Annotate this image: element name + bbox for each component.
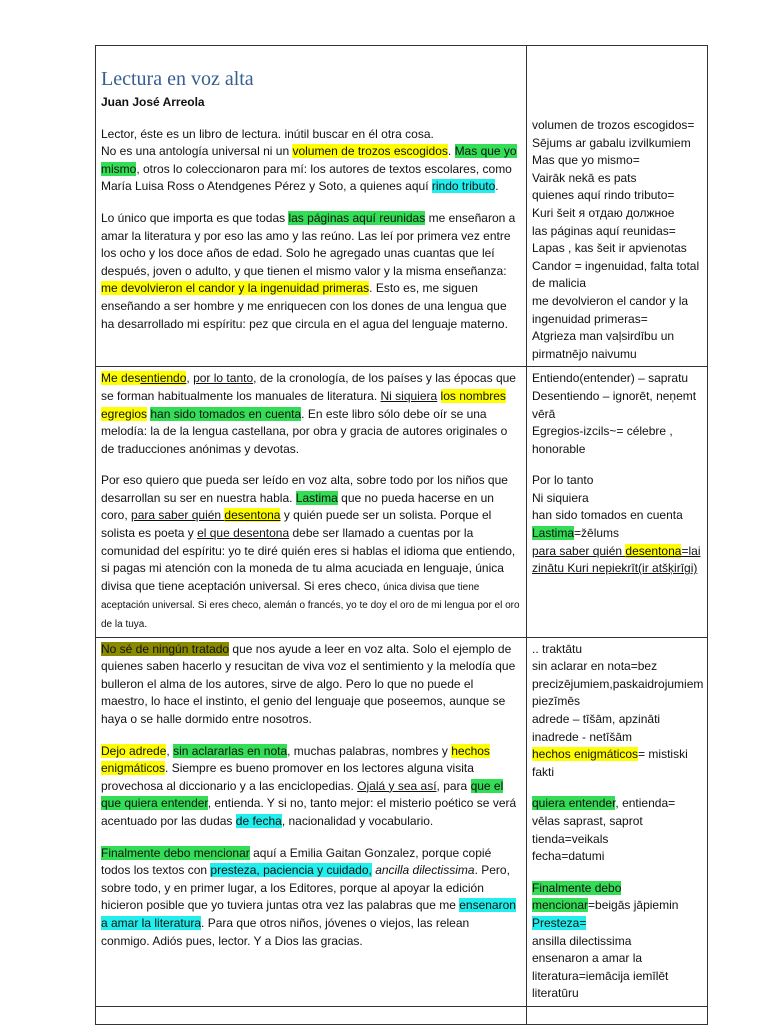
highlight: Me des bbox=[101, 371, 141, 386]
document-title: Lectura en voz alta bbox=[101, 68, 254, 90]
paragraph: Dejo adrede, sin aclararlas en nota, muchas palabras, nombres y hechos enigmáticos. Siempre es bueno promover en los lectores alguna visita provechosa al diccionario y a las enciclopedias. Ojalá y sea así, para que el que quiera entender, entienda. Y si no, tanto mejor: el misterio poético se verá acentuado por las dudas de fecha, nacionalidad y vocabulario. bbox=[101, 743, 517, 828]
note-line: quienes aquí rindo tributo= bbox=[532, 188, 675, 203]
paragraph: Lector, éste es un libro de lectura. inútil buscar en él otra cosa. No es una antología universal ni un volumen de trozos escogidos. Mas que yo mismo, otros lo coleccionaron para mí: los autores de textos escolares, como María Luisa Ross o Atendgenes Pérez y Soto, a quienes aquí rindo tributo. bbox=[101, 126, 517, 194]
note-line: hechos enigmáticos= mistiski fakti bbox=[532, 747, 688, 779]
note-line: Entiendo(entender) – sapratu bbox=[532, 371, 689, 386]
paragraph: No sé de ningún tratado que nos ayude a leer en voz alta. Solo el ejemplo de quienes saben hacerlo y resucitan de viva voz el sentimiento y la melodía que bulleron el alma de los autores, sirve de algo. Pero lo que no puede el maestro, lo hace el instinto, el genio del lenguaje que poseemos, aunque se haya o se halle dormido entre nosotros. bbox=[101, 641, 516, 726]
note-line: Mas que yo mismo= bbox=[532, 153, 640, 168]
text-cell bbox=[96, 46, 527, 367]
note-line: Vairāk nekā es pats bbox=[532, 170, 637, 185]
notes-cell bbox=[527, 367, 708, 637]
highlight: rindo tributo bbox=[431, 179, 496, 194]
note-line: Presteza= bbox=[532, 915, 587, 930]
text-cell bbox=[96, 637, 527, 1006]
highlight: volumen de trozos escogidos bbox=[292, 144, 448, 159]
table-row bbox=[96, 46, 708, 367]
notes-cell bbox=[527, 46, 708, 367]
note-line: sin aclarar en nota=bez precizējumiem,paskaidrojumiem piezīmēs bbox=[532, 659, 704, 709]
highlight: que el que quiera entender bbox=[101, 778, 504, 811]
highlight: me devolvieron el candor y la ingenuidad primeras bbox=[101, 281, 370, 296]
text-cell bbox=[96, 367, 527, 637]
note-line: vēlas saprast, saprot bbox=[532, 813, 643, 828]
highlight: Finalmente debo mencionar bbox=[101, 845, 250, 860]
note-line: las páginas aquí reunidas= bbox=[532, 223, 676, 238]
note-line: volumen de trozos escogidos= bbox=[532, 118, 695, 132]
note-line: Desentiendo – ignorēt, neņemt vērā bbox=[532, 388, 697, 421]
note-line: Atgrieza man vaļsirdību un pirmatnējo naivumu bbox=[532, 329, 675, 361]
note-line: tienda=veikals bbox=[532, 831, 609, 846]
table-row bbox=[96, 1006, 708, 1024]
highlight: Dejo adrede bbox=[101, 743, 167, 758]
note-line: ensenaron a amar la literatura=iemācija iemīlēt literatūru bbox=[532, 951, 669, 1001]
highlight: de fecha bbox=[235, 813, 282, 828]
note-line: Lapas , kas šeit ir apvienotas bbox=[532, 241, 687, 256]
notes-cell bbox=[527, 637, 708, 1006]
note-line: han sido tomados en cuenta bbox=[532, 508, 683, 523]
highlight: sin aclararlas en nota bbox=[173, 743, 288, 758]
table-row bbox=[96, 637, 708, 1006]
note-line: me devolvieron el candor y la ingenuidad primeras= bbox=[532, 293, 689, 326]
note-line: Candor = ingenuidad, falta total de malicia bbox=[532, 258, 700, 291]
note-line: Egregios-izcils~= célebre , honorable bbox=[532, 424, 673, 456]
note-line: Sējums ar gabalu izvilkumiem bbox=[532, 135, 691, 150]
empty-cell bbox=[527, 1006, 708, 1024]
paragraph: Por eso quiero que pueda ser leído en voz alta, sobre todo por los niños que desarrollan su ser en nuestra habla. Lastima que no pueda hacerse en un coro, para saber quién desentona y quién puede ser un solista. Porque el solista es poeta y el que desentona debe ser llamado a cuentas por la comunidad del espíritu: yo te diré quién eres si hablas el idioma que entiendo, si pagas mi atención con la moneda de tu alma acuciada en lenguaje, única divisa que tiene aceptación universal. Si eres checo, única divisa que tiene aceptación universal. Si eres checo, alemán o francés, yo te doy el oro de mi lengua por el oro de la tuya. bbox=[101, 473, 520, 631]
highlight: ensenaron a amar la literatura bbox=[101, 898, 516, 930]
note-line: adrede – tīšām, apzināti bbox=[532, 712, 661, 726]
highlight: No sé de ningún tratado bbox=[101, 641, 230, 656]
highlight: Mas que yo mismo bbox=[101, 144, 517, 176]
note-line: ansilla dilectissima bbox=[532, 933, 632, 948]
note-line: Kuri šeit я отдаю должное bbox=[532, 205, 675, 220]
highlight: Lastima bbox=[295, 490, 338, 505]
note-line: Finalmente debo mencionar=beigās jāpiemin bbox=[532, 880, 679, 913]
highlight: hechos enigmáticos bbox=[101, 743, 490, 776]
document-table bbox=[95, 45, 708, 1025]
paragraph: Me desentiendo, por lo tanto, de la cronología, de los países y las épocas que se forman habitualmente los manuales de literatura. Ni siquiera los nombres egregios han sido tomados en cuenta. En este libro sólo debe oír se una melodía: la de la lengua castellana, por obra y gracia de autores originales o de traducciones anónimas y devotas. bbox=[101, 371, 516, 456]
highlight: entiendo bbox=[140, 371, 187, 386]
highlight: las páginas aquí reunidas bbox=[288, 210, 426, 225]
empty-cell bbox=[96, 1006, 527, 1024]
note-line: .. traktātu bbox=[532, 641, 583, 656]
table-row bbox=[96, 367, 708, 637]
paragraph: Finalmente debo mencionar aquí a Emilia Gaitan Gonzalez, porque copié todos los textos con presteza, paciencia y cuidado, ancilla dilectissima. Pero, sobre todo, y en primer lugar, a los Editores, porque al apoyar la edición hicieron posible que yo tuviera juntas otra vez las palabras que me ensenaron a amar la literatura. Para que otros niños, jóvenes o viejos, las relean conmigo. Adiós pues, lector. Y a Dios las gracias. bbox=[101, 845, 516, 948]
highlight: han sido tomados en cuenta bbox=[150, 406, 302, 421]
note-line: Por lo tanto bbox=[532, 473, 594, 488]
note-line: Lastima=žēlums bbox=[532, 526, 620, 541]
note-line: fecha=datumi bbox=[532, 849, 605, 864]
highlight: los nombres egregios bbox=[101, 388, 506, 421]
document-author: Juan José Arreola bbox=[101, 95, 205, 109]
note-line: quiera entender, entienda= bbox=[532, 796, 676, 811]
note-line: para saber quién desentona=lai zinātu Kuri nepiekrīt(ir atšķirīgi) bbox=[532, 543, 701, 576]
note-line: inadrede - netīšām bbox=[532, 729, 633, 744]
highlight: desentona bbox=[224, 508, 281, 523]
note-line: Ni siquiera bbox=[532, 490, 589, 505]
highlight: presteza, paciencia y cuidado, bbox=[210, 863, 372, 878]
paragraph: Lo único que importa es que todas las páginas aquí reunidas me enseñaron a amar la literatura y por eso las amo y las reúno. Las leí por primera vez entre los ocho y los doce años de edad. Solo he agregado unas cuantas que leí después, joven o adulto, y que tienen el mismo valor y la misma enseñanza: me devolvieron el candor y la ingenuidad primeras. Esto es, me siguen enseñando a ser hombre y me enriquecen con los dones de una lengua que ha desarrollado mi espíritu: pez que circula en el agua del lenguaje materno. bbox=[101, 210, 516, 331]
